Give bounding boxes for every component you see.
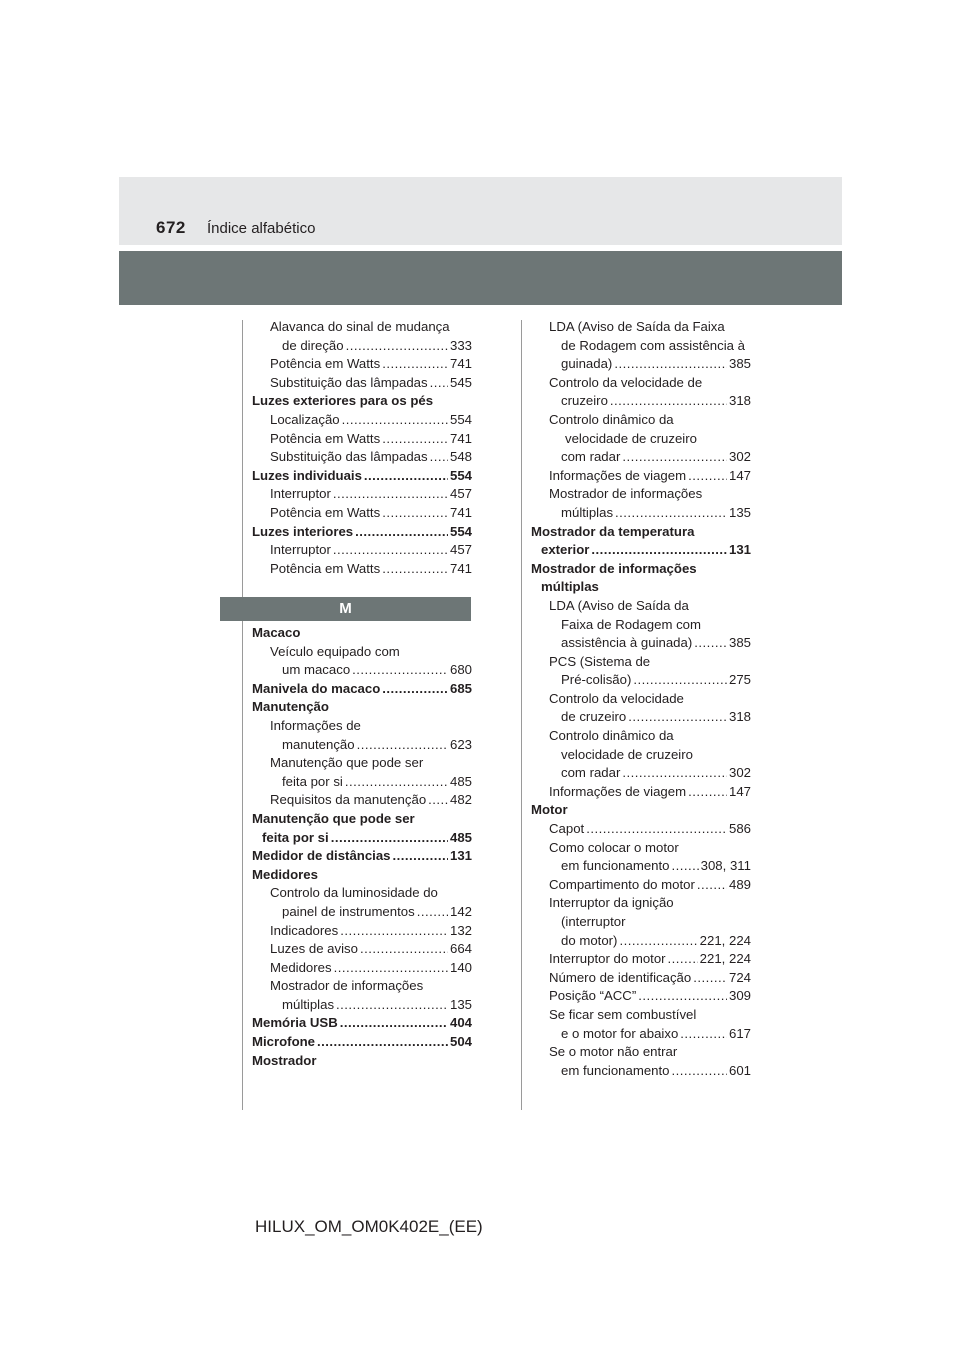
dot-leader	[334, 959, 448, 978]
index-entry	[531, 523, 751, 542]
footer-doc-code: HILUX_OM_OM0K402E_(EE)	[255, 1217, 483, 1236]
dot-leader	[382, 560, 448, 579]
dot-leader	[688, 783, 727, 802]
index-entry-page: 680	[449, 662, 472, 678]
index-entry-text: Interruptor	[270, 486, 331, 502]
index-entry-page: 741	[449, 430, 472, 446]
index-entry-text: Alavanca do sinal de mudança	[270, 319, 450, 334]
index-entry-text: Controlo da velocidade de	[549, 374, 703, 390]
dot-leader	[345, 773, 448, 792]
index-entry-page: 685	[449, 680, 472, 696]
index-entry-text: múltiplas	[541, 579, 599, 595]
index-entry-text: velocidade de cruzeiro	[565, 430, 697, 446]
index-entry	[531, 392, 751, 411]
index-entry	[531, 653, 751, 672]
column-divider-left	[242, 320, 243, 1110]
index-entry	[531, 913, 751, 932]
index-entry	[252, 355, 472, 374]
index-entry-text: Se o motor não entrar	[549, 1044, 678, 1060]
index-entry-page: 457	[449, 486, 472, 502]
dot-leader	[672, 857, 699, 876]
index-entry-page: 601	[728, 1062, 751, 1078]
index-entry-text: Potência em Watts	[270, 504, 381, 520]
index-entry	[252, 374, 472, 393]
index-entry-page: 485	[449, 829, 472, 845]
index-entry-text: Faixa de Rodagem com	[561, 616, 702, 632]
index-entry-page: 318	[728, 709, 751, 725]
index-entry-text: de Rodagem com assistência à	[561, 337, 745, 353]
index-entry-text: um macaco	[282, 662, 351, 678]
index-entry-page: 741	[449, 356, 472, 372]
index-entry-text: Mostrador	[252, 1052, 317, 1068]
index-entry	[252, 754, 472, 773]
index-entry	[252, 810, 472, 829]
index-entry-text: Medidores	[252, 866, 318, 882]
index-entry-text: assistência à guinada)	[561, 635, 693, 651]
dot-leader	[382, 355, 448, 374]
dot-leader	[614, 355, 727, 374]
dot-leader	[622, 764, 727, 783]
index-entry	[252, 337, 472, 356]
index-entry	[252, 680, 472, 699]
index-entry-text: em funcionamento	[561, 1062, 670, 1078]
dot-leader	[382, 430, 448, 449]
index-entry-text: com radar	[561, 449, 621, 465]
index-entry	[252, 866, 472, 885]
index-entry-text: de cruzeiro	[561, 709, 627, 725]
index-entry-page: 221, 224	[699, 951, 751, 967]
index-entry-page: 318	[728, 393, 751, 409]
dot-leader	[333, 485, 448, 504]
dot-leader	[333, 541, 448, 560]
index-entry	[252, 959, 472, 978]
index-column-2	[531, 318, 751, 1080]
index-entry	[531, 1043, 751, 1062]
index-entry	[531, 727, 751, 746]
index-column-1-section-m	[252, 624, 472, 1070]
index-entry-page: 482	[449, 792, 472, 808]
index-entry-page: 135	[449, 996, 472, 1012]
index-entry-text: Pré-colisão)	[561, 672, 632, 688]
index-entry	[252, 1033, 472, 1052]
index-entry-page: 554	[449, 411, 472, 427]
index-entry	[252, 977, 472, 996]
index-entry-text: Mostrador de informações	[270, 978, 424, 994]
index-entry	[531, 355, 751, 374]
index-entry-page: 504	[449, 1034, 472, 1050]
index-entry-text: Requisitos da manutenção	[270, 792, 427, 808]
index-entry	[531, 690, 751, 709]
index-entry-page: 664	[449, 941, 472, 957]
index-entry-text: Número de identificação	[549, 969, 692, 985]
index-entry-page: 308, 311	[700, 858, 751, 874]
index-entry-page: 586	[728, 821, 751, 837]
index-entry-text: Potência em Watts	[270, 356, 381, 372]
index-entry-text: manutenção	[282, 736, 355, 752]
index-entry	[531, 467, 751, 486]
index-entry-page: 302	[728, 449, 751, 465]
index-entry	[531, 597, 751, 616]
index-entry	[531, 541, 751, 560]
index-entry-text: múltiplas	[561, 504, 614, 520]
index-entry-text: Motor	[531, 802, 568, 818]
index-entry	[252, 922, 472, 941]
index-entry	[252, 698, 472, 717]
index-entry	[531, 708, 751, 727]
index-entry	[252, 624, 472, 643]
index-entry	[252, 940, 472, 959]
dot-leader	[628, 708, 727, 727]
index-entry-text: Mostrador de informações	[531, 560, 697, 576]
index-entry-text: Compartimento do motor	[549, 876, 695, 892]
index-entry-text: Potência em Watts	[270, 560, 381, 576]
index-entry	[252, 1014, 472, 1033]
index-entry-text: Potência em Watts	[270, 430, 381, 446]
index-entry	[252, 467, 472, 486]
index-entry	[252, 430, 472, 449]
index-entry-text: Manivela do macaco	[252, 680, 381, 696]
dot-leader	[357, 736, 448, 755]
index-entry	[252, 847, 472, 866]
index-entry	[252, 504, 472, 523]
index-entry	[531, 318, 751, 337]
index-entry	[531, 987, 751, 1006]
index-entry	[531, 671, 751, 690]
index-entry	[531, 504, 751, 523]
index-entry-page: 147	[728, 467, 751, 483]
index-entry	[531, 485, 751, 504]
index-entry-page: 724	[728, 969, 751, 985]
index-entry	[252, 736, 472, 755]
index-entry-text: com radar	[561, 765, 621, 781]
dot-leader	[382, 680, 448, 699]
index-entry-page: 131	[449, 848, 472, 864]
index-entry	[531, 969, 751, 988]
index-entry-page: 275	[728, 672, 751, 688]
column-divider-middle	[521, 320, 522, 1110]
index-entry	[531, 448, 751, 467]
index-entry	[531, 746, 751, 765]
dot-leader	[615, 504, 727, 523]
index-entry-text: Interruptor do motor	[549, 951, 666, 967]
index-entry	[531, 616, 751, 635]
dot-leader	[586, 820, 727, 839]
index-entry-text: Veículo equipado com	[270, 643, 400, 659]
index-entry	[531, 1025, 751, 1044]
index-entry-text: de direção	[282, 337, 344, 353]
index-entry-page: 404	[449, 1015, 472, 1031]
index-entry-page: 548	[449, 449, 472, 465]
index-entry	[531, 430, 751, 449]
dot-leader	[638, 987, 727, 1006]
index-entry	[531, 783, 751, 802]
index-entry-text: em funcionamento	[561, 858, 670, 874]
index-entry-text: Se ficar sem combustível	[549, 1006, 697, 1022]
index-entry-text: feita por si	[282, 773, 343, 789]
dot-leader	[610, 392, 727, 411]
index-entry-page: 485	[449, 773, 472, 789]
section-header-m: M	[220, 597, 471, 621]
index-entry-page: 302	[728, 765, 751, 781]
index-entry-text: Como colocar o motor	[549, 839, 679, 855]
index-entry-text: Medidores	[270, 959, 332, 975]
dot-leader	[693, 969, 727, 988]
index-entry	[252, 392, 472, 411]
index-entry	[531, 560, 751, 579]
index-entry	[252, 541, 472, 560]
index-entry-page: 135	[728, 504, 751, 520]
index-entry-text: Manutenção que pode ser	[270, 755, 424, 771]
dot-leader	[680, 1025, 727, 1044]
index-entry	[252, 773, 472, 792]
index-entry	[531, 894, 751, 913]
index-entry-text: Medidor de distâncias	[252, 848, 391, 864]
index-entry-text: guinada)	[561, 356, 613, 372]
index-entry-page: 741	[449, 504, 472, 520]
index-entry-text: Luzes individuais	[252, 467, 362, 483]
index-entry	[531, 578, 751, 597]
dot-leader	[688, 467, 727, 486]
dot-leader	[382, 504, 448, 523]
index-entry-page: 489	[728, 876, 751, 892]
index-entry-text: Interruptor da ignição	[549, 895, 674, 911]
dot-leader	[694, 634, 727, 653]
index-entry	[531, 820, 751, 839]
dot-leader	[346, 337, 448, 356]
index-entry-text: Luzes de aviso	[270, 941, 358, 957]
index-entry	[252, 996, 472, 1015]
index-entry-page: 221, 224	[699, 932, 751, 948]
index-entry-text: (interruptor	[561, 914, 626, 929]
index-entry-page: 132	[449, 922, 472, 938]
header-dark-bar	[119, 251, 842, 305]
index-entry-text: Controlo dinâmico da	[549, 411, 674, 427]
index-entry	[531, 411, 751, 430]
index-entry	[252, 903, 472, 922]
dot-leader	[352, 661, 448, 680]
index-column-1-top	[252, 318, 472, 578]
index-entry-page: 545	[449, 374, 472, 390]
index-entry-text: Substituição das lâmpadas	[270, 449, 428, 465]
index-entry	[531, 950, 751, 969]
index-entry	[531, 1062, 751, 1081]
index-entry	[252, 523, 472, 542]
index-entry-page: 142	[449, 903, 472, 919]
dot-leader	[430, 448, 448, 467]
index-entry-page: 131	[728, 542, 751, 558]
index-entry	[252, 717, 472, 736]
index-entry-text: Microfone	[252, 1034, 316, 1050]
dot-leader	[331, 829, 448, 848]
index-entry-page: 623	[449, 736, 472, 752]
dot-leader	[340, 922, 448, 941]
index-entry	[531, 857, 751, 876]
index-entry	[252, 560, 472, 579]
index-entry-text: Controlo da luminosidade do	[270, 885, 438, 901]
dot-leader	[317, 1033, 448, 1052]
index-entry	[531, 932, 751, 951]
index-entry-text: Controlo da velocidade	[549, 690, 684, 706]
dot-leader	[364, 467, 448, 486]
index-entry-text: Manutenção	[252, 699, 329, 715]
index-entry	[252, 884, 472, 903]
dot-leader	[622, 448, 727, 467]
index-entry-page: 457	[449, 542, 472, 558]
index-entry-text: Mostrador de informações	[549, 486, 703, 502]
dot-leader	[668, 950, 698, 969]
index-entry-page: 385	[728, 356, 751, 372]
index-entry-page: 554	[449, 467, 472, 483]
index-entry	[531, 876, 751, 895]
index-entry	[252, 829, 472, 848]
index-entry	[252, 1052, 472, 1071]
index-entry	[252, 791, 472, 810]
index-entry-page: 147	[728, 783, 751, 799]
index-entry-page: 617	[728, 1025, 751, 1041]
index-entry-text: múltiplas	[282, 996, 335, 1012]
index-entry-text: PCS (Sistema de	[549, 653, 651, 669]
dot-leader	[417, 903, 448, 922]
index-entry-text: Localização	[270, 411, 340, 427]
index-entry	[252, 661, 472, 680]
index-entry-text: Informações de	[270, 717, 361, 733]
index-entry-text: feita por si	[262, 829, 329, 845]
dot-leader	[591, 541, 727, 560]
index-entry-text: Luzes interiores	[252, 523, 354, 539]
index-entry-text: Luzes exteriores para os pés	[252, 393, 434, 409]
index-entry	[531, 1006, 751, 1025]
dot-leader	[633, 671, 727, 690]
dot-leader	[393, 847, 448, 866]
index-entry	[531, 801, 751, 820]
index-entry-text: Interruptor	[270, 542, 331, 558]
index-entry	[252, 448, 472, 467]
dot-leader	[355, 523, 448, 542]
dot-leader	[697, 876, 727, 895]
index-entry-text: e o motor for abaixo	[561, 1025, 679, 1041]
page-title: Índice alfabético	[207, 220, 316, 237]
dot-leader	[430, 374, 448, 393]
index-entry-text: exterior	[541, 542, 590, 558]
index-entry	[252, 318, 472, 337]
index-entry-page: 385	[728, 635, 751, 651]
index-entry-text: Controlo dinâmico da	[549, 728, 674, 744]
index-entry-text: Manutenção que pode ser	[252, 810, 415, 826]
index-entry-page: 333	[449, 337, 472, 353]
index-entry-text: Informações de viagem	[549, 467, 687, 483]
index-entry	[252, 411, 472, 430]
dot-leader	[336, 996, 448, 1015]
index-entry-text: Informações de viagem	[549, 783, 687, 799]
index-entry	[531, 374, 751, 393]
dot-leader	[428, 791, 448, 810]
page-number: 672	[156, 218, 186, 237]
index-entry-page: 741	[449, 560, 472, 576]
index-entry-text: cruzeiro	[561, 393, 608, 409]
index-entry-page: 554	[449, 523, 472, 539]
index-entry-text: Substituição das lâmpadas	[270, 374, 428, 390]
index-entry-text: Macaco	[252, 625, 301, 640]
index-entry-text: LDA (Aviso de Saída da	[549, 597, 689, 613]
dot-leader	[619, 932, 697, 951]
index-entry-text: Capot	[549, 821, 585, 837]
index-entry-text: LDA (Aviso de Saída da Faixa	[549, 319, 725, 334]
dot-leader	[672, 1062, 727, 1081]
index-entry-text: painel de instrumentos	[282, 903, 415, 919]
index-entry-text: Posição “ACC”	[549, 988, 637, 1004]
index-entry-text: Memória USB	[252, 1015, 338, 1031]
index-entry	[531, 337, 751, 356]
index-entry	[531, 839, 751, 858]
index-entry-text: Mostrador da temperatura	[531, 523, 695, 539]
dot-leader	[342, 411, 448, 430]
index-entry-text: velocidade de cruzeiro	[561, 746, 693, 762]
index-entry-page: 140	[449, 959, 472, 975]
index-entry	[252, 485, 472, 504]
index-entry-text: Indicadores	[270, 922, 339, 938]
index-entry-text: do motor)	[561, 932, 618, 948]
index-entry	[531, 634, 751, 653]
index-entry-page: 309	[728, 988, 751, 1004]
dot-leader	[360, 940, 448, 959]
index-entry	[252, 643, 472, 662]
dot-leader	[340, 1014, 448, 1033]
index-entry	[531, 764, 751, 783]
